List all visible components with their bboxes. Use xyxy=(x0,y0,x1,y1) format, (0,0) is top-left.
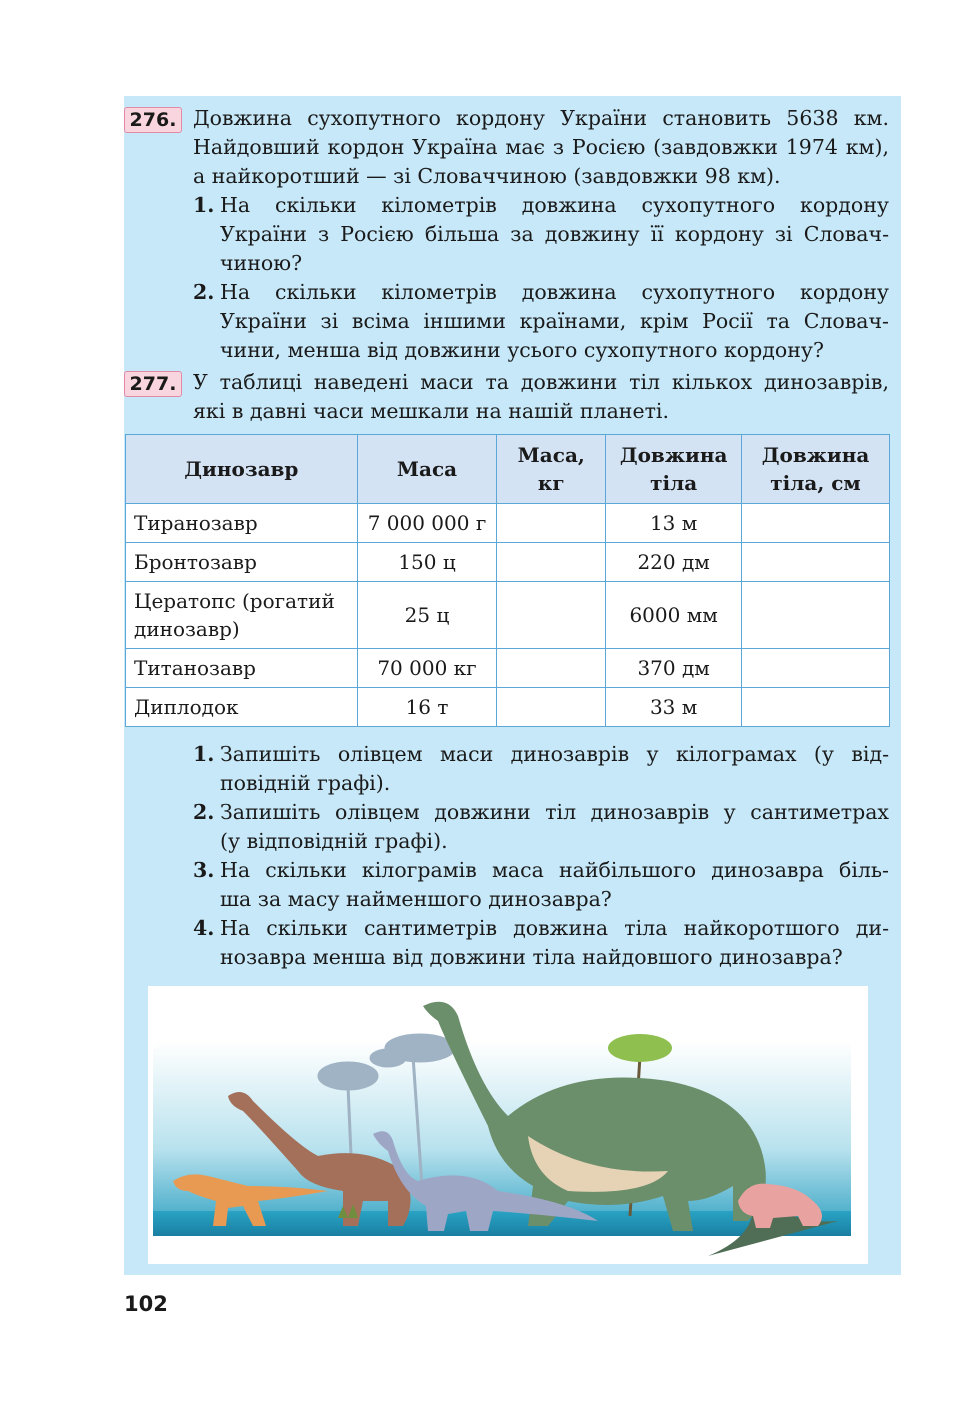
task-277-q2-number: 2. xyxy=(193,800,215,824)
cell-mass-kg[interactable] xyxy=(497,688,606,727)
task-277-q1-line-2: повідній графі). xyxy=(220,771,391,795)
task-277-q2-line-1: Запишіть олівцем довжини тіл динозаврів у сантиметрах xyxy=(220,800,889,824)
task-277-line-2: які в давні часи мешкали на нашій планеті. xyxy=(193,399,670,423)
cell-length-cm[interactable] xyxy=(742,504,890,543)
task-276-line-2: Найдовший кордон Україна має з Росією (завдовжки 1974 км), xyxy=(193,135,889,159)
cell-length: 13 м xyxy=(606,504,742,543)
cell-mass-kg[interactable] xyxy=(497,582,606,649)
task-277-q1-line-1: Запишіть олівцем маси динозаврів у кілограмах (у від- xyxy=(220,742,889,766)
table-header-row xyxy=(126,435,890,504)
cell-mass: 70 000 кг xyxy=(357,649,497,688)
cell-name: Титанозавр xyxy=(126,649,358,688)
header-dinosaur: Динозавр xyxy=(126,435,358,504)
task-277-q3-line-2: ша за масу найменшого динозавра? xyxy=(220,887,612,911)
cell-length: 370 дм xyxy=(606,649,742,688)
cell-length-cm[interactable] xyxy=(742,543,890,582)
task-276-line-1: Довжина сухопутного кордону України становить 5638 км. xyxy=(193,106,889,130)
page-number: 102 xyxy=(124,1292,168,1316)
cell-length: 6000 мм xyxy=(606,582,742,649)
task-277-q4-number: 4. xyxy=(193,916,215,940)
cell-length: 220 дм xyxy=(606,543,742,582)
cell-length-cm[interactable] xyxy=(742,688,890,727)
cell-mass-kg[interactable] xyxy=(497,504,606,543)
cell-mass-kg[interactable] xyxy=(497,543,606,582)
task-276-q1-number: 1. xyxy=(193,193,215,217)
cell-name: Диплодок xyxy=(126,688,358,727)
task-277-q4-line-2: нозавра менша від довжини тіла найдовшого динозавра? xyxy=(220,945,843,969)
task-277-number: 277. xyxy=(124,371,182,397)
task-276-q2-line-3: чини, менша від довжини усього сухопутного кордону? xyxy=(220,338,824,362)
header-length: Довжина тіла xyxy=(606,435,742,504)
table-row xyxy=(126,649,890,688)
task-276-q1-line-2: України з Росією більша за довжину її кордону зі Словач- xyxy=(220,222,889,246)
table-row xyxy=(126,504,890,543)
dinosaur-table xyxy=(125,434,890,727)
cell-name: Цератопс (рогатий динозавр) xyxy=(126,582,358,649)
cell-mass: 150 ц xyxy=(357,543,497,582)
cell-mass: 7 000 000 г xyxy=(357,504,497,543)
table-row xyxy=(126,688,890,727)
cell-name: Бронтозавр xyxy=(126,543,358,582)
cell-length-cm[interactable] xyxy=(742,649,890,688)
cell-mass: 16 т xyxy=(357,688,497,727)
header-length-cm: Довжина тіла, см xyxy=(742,435,890,504)
task-276-line-3: а найкоротший — зі Словаччиною (завдовжки 98 км). xyxy=(193,164,781,188)
cell-name: Тиранозавр xyxy=(126,504,358,543)
task-277-q2-line-2: (у відповідній графі). xyxy=(220,829,448,853)
task-277-q3-number: 3. xyxy=(193,858,215,882)
cell-mass: 25 ц xyxy=(357,582,497,649)
header-mass-kg: Маса, кг xyxy=(497,435,606,504)
task-276-q2-line-2: України зі всіма іншими країнами, крім Росії та Словач- xyxy=(220,309,889,333)
dinosaurs-illustration-icon xyxy=(148,986,868,1264)
task-276-q1-line-3: чиною? xyxy=(220,251,303,275)
task-277-q3-line-1: На скільки кілограмів маса найбільшого динозавра біль- xyxy=(220,858,889,882)
task-276-q1-line-1: На скільки кілометрів довжина сухопутного кордону xyxy=(220,193,889,217)
cell-length: 33 м xyxy=(606,688,742,727)
task-277-line-1: У таблиці наведені маси та довжини тіл кількох динозаврів, xyxy=(193,370,889,394)
task-276-q2-number: 2. xyxy=(193,280,215,304)
table-row xyxy=(126,543,890,582)
task-277-q4-line-1: На скільки сантиметрів довжина тіла найкоротшого ди- xyxy=(220,916,889,940)
cell-mass-kg[interactable] xyxy=(497,649,606,688)
table-row xyxy=(126,582,890,649)
header-mass: Маса xyxy=(357,435,497,504)
task-277-q1-number: 1. xyxy=(193,742,215,766)
cell-length-cm[interactable] xyxy=(742,582,890,649)
task-276-q2-line-1: На скільки кілометрів довжина сухопутного кордону xyxy=(220,280,889,304)
task-276-number: 276. xyxy=(124,107,182,133)
